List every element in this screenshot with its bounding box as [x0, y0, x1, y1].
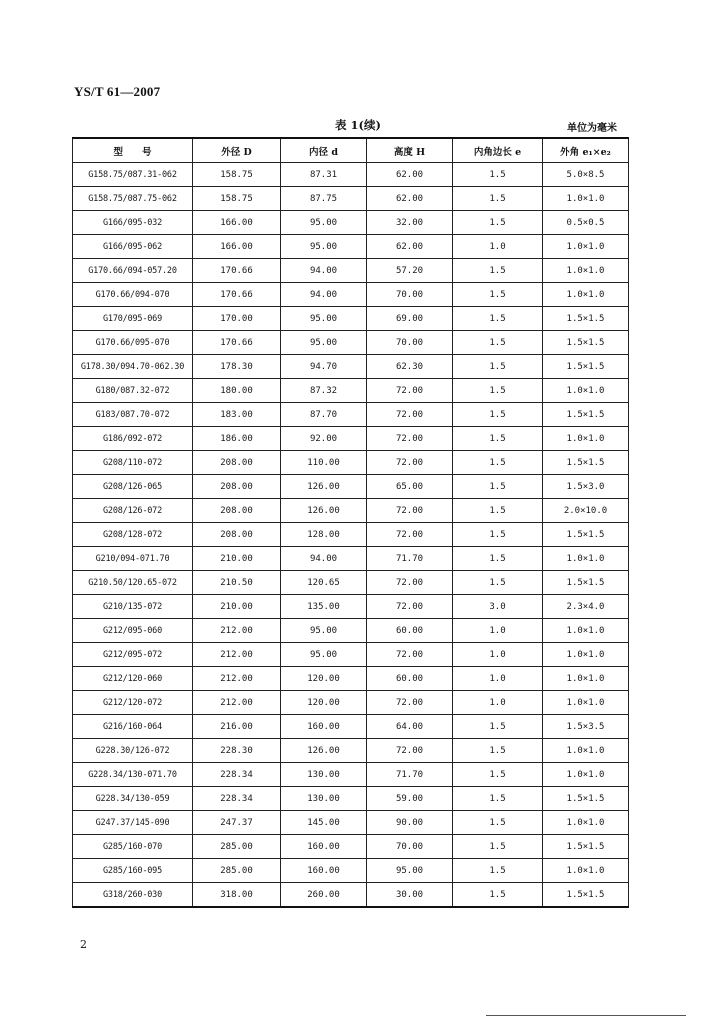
- cell-inner-diameter: 95.00: [281, 643, 367, 667]
- cell-outer-corner: 1.5×1.5: [543, 451, 629, 475]
- cell-outer-corner: 1.0×1.0: [543, 691, 629, 715]
- cell-inner-edge: 1.0: [453, 691, 543, 715]
- cell-model: G210/135-072: [73, 595, 193, 619]
- cell-model: G158.75/087.31-062: [73, 163, 193, 187]
- cell-model: G212/120-060: [73, 667, 193, 691]
- column-header-inner-diameter: 内径 d: [281, 138, 367, 163]
- cell-model: G216/160-064: [73, 715, 193, 739]
- cell-outer-diameter: 170.66: [193, 283, 281, 307]
- cell-height: 72.00: [367, 523, 453, 547]
- cell-outer-diameter: 210.50: [193, 571, 281, 595]
- cell-inner-edge: 1.5: [453, 259, 543, 283]
- cell-outer-diameter: 208.00: [193, 523, 281, 547]
- cell-inner-edge: 1.5: [453, 715, 543, 739]
- cell-inner-diameter: 120.00: [281, 667, 367, 691]
- cell-outer-corner: 1.5×1.5: [543, 571, 629, 595]
- table-row: [73, 883, 629, 908]
- table-body: [73, 163, 629, 908]
- table-row: [73, 355, 629, 379]
- cell-model: G170.66/094-057.20: [73, 259, 193, 283]
- cell-inner-diameter: 92.00: [281, 427, 367, 451]
- cell-model: G170.66/094-070: [73, 283, 193, 307]
- cell-model: G166/095-062: [73, 235, 193, 259]
- cell-outer-corner: 1.0×1.0: [543, 259, 629, 283]
- cell-inner-diameter: 94.00: [281, 283, 367, 307]
- cell-outer-diameter: 170.66: [193, 259, 281, 283]
- cell-outer-diameter: 212.00: [193, 643, 281, 667]
- cell-inner-diameter: 130.00: [281, 787, 367, 811]
- cell-inner-edge: 1.5: [453, 523, 543, 547]
- cell-model: G228.30/126-072: [73, 739, 193, 763]
- table-row: [73, 571, 629, 595]
- cell-model: G210.50/120.65-072: [73, 571, 193, 595]
- table-row: [73, 307, 629, 331]
- cell-height: 90.00: [367, 811, 453, 835]
- cell-height: 71.70: [367, 547, 453, 571]
- cell-model: G212/095-072: [73, 643, 193, 667]
- table-row: [73, 475, 629, 499]
- cell-inner-diameter: 94.00: [281, 547, 367, 571]
- cell-outer-diameter: 210.00: [193, 595, 281, 619]
- cell-model: G170/095-069: [73, 307, 193, 331]
- cell-height: 72.00: [367, 691, 453, 715]
- standard-code: YS/T 61—2007: [74, 84, 161, 99]
- cell-height: 72.00: [367, 451, 453, 475]
- cell-outer-corner: 1.0×1.0: [543, 811, 629, 835]
- cell-model: G208/110-072: [73, 451, 193, 475]
- cell-inner-edge: 1.5: [453, 763, 543, 787]
- cell-inner-diameter: 95.00: [281, 331, 367, 355]
- cell-inner-edge: 1.5: [453, 283, 543, 307]
- cell-outer-corner: 1.0×1.0: [543, 739, 629, 763]
- table-row: [73, 187, 629, 211]
- cell-height: 70.00: [367, 835, 453, 859]
- cell-inner-edge: 1.5: [453, 307, 543, 331]
- cell-outer-diameter: 170.66: [193, 331, 281, 355]
- cell-outer-diameter: 247.37: [193, 811, 281, 835]
- cell-inner-diameter: 110.00: [281, 451, 367, 475]
- cell-outer-corner: 1.0×1.0: [543, 187, 629, 211]
- column-header-outer-diameter: 外径 D: [193, 138, 281, 163]
- column-header-inner-edge: 内角边长 e: [453, 138, 543, 163]
- table-row: [73, 811, 629, 835]
- cell-inner-edge: 1.5: [453, 547, 543, 571]
- column-header-height: 高度 H: [367, 138, 453, 163]
- cell-inner-edge: 1.5: [453, 403, 543, 427]
- cell-outer-corner: 0.5×0.5: [543, 211, 629, 235]
- cell-outer-diameter: 212.00: [193, 619, 281, 643]
- cell-height: 72.00: [367, 739, 453, 763]
- cell-height: 62.00: [367, 235, 453, 259]
- cell-inner-diameter: 87.75: [281, 187, 367, 211]
- cell-outer-diameter: 180.00: [193, 379, 281, 403]
- cell-model: G186/092-072: [73, 427, 193, 451]
- cell-height: 72.00: [367, 643, 453, 667]
- cell-inner-diameter: 130.00: [281, 763, 367, 787]
- table-title: 表 1(续): [335, 118, 381, 132]
- cell-outer-corner: 1.0×1.0: [543, 763, 629, 787]
- cell-inner-diameter: 160.00: [281, 835, 367, 859]
- cell-outer-diameter: 318.00: [193, 883, 281, 908]
- cell-height: 57.20: [367, 259, 453, 283]
- cell-inner-edge: 1.5: [453, 427, 543, 451]
- cell-model: G208/128-072: [73, 523, 193, 547]
- cell-outer-corner: 1.5×3.5: [543, 715, 629, 739]
- cell-inner-diameter: 95.00: [281, 211, 367, 235]
- cell-outer-corner: 1.0×1.0: [543, 283, 629, 307]
- cell-model: G166/095-032: [73, 211, 193, 235]
- table-row: [73, 379, 629, 403]
- cell-height: 70.00: [367, 283, 453, 307]
- cell-outer-corner: 1.0×1.0: [543, 379, 629, 403]
- table-row: [73, 331, 629, 355]
- cell-outer-diameter: 178.30: [193, 355, 281, 379]
- cell-outer-corner: 1.5×1.5: [543, 307, 629, 331]
- cell-inner-diameter: 94.00: [281, 259, 367, 283]
- cell-outer-corner: 1.5×1.5: [543, 835, 629, 859]
- cell-height: 62.30: [367, 355, 453, 379]
- table-row: [73, 211, 629, 235]
- cell-inner-edge: 1.5: [453, 187, 543, 211]
- cell-model: G228.34/130-059: [73, 787, 193, 811]
- cell-model: G183/087.70-072: [73, 403, 193, 427]
- cell-outer-diameter: 228.34: [193, 763, 281, 787]
- table-row: [73, 427, 629, 451]
- table-row: [73, 547, 629, 571]
- cell-outer-corner: 1.5×1.5: [543, 355, 629, 379]
- cell-outer-diameter: 158.75: [193, 163, 281, 187]
- table-row: [73, 643, 629, 667]
- cell-inner-diameter: 94.70: [281, 355, 367, 379]
- cell-height: 69.00: [367, 307, 453, 331]
- cell-outer-diameter: 170.00: [193, 307, 281, 331]
- cell-model: G212/095-060: [73, 619, 193, 643]
- cell-outer-diameter: 212.00: [193, 667, 281, 691]
- cell-height: 59.00: [367, 787, 453, 811]
- cell-height: 62.00: [367, 187, 453, 211]
- cell-outer-diameter: 166.00: [193, 211, 281, 235]
- cell-inner-edge: 1.5: [453, 355, 543, 379]
- cell-model: G180/087.32-072: [73, 379, 193, 403]
- table-row: [73, 763, 629, 787]
- cell-height: 72.00: [367, 403, 453, 427]
- table-row: [73, 859, 629, 883]
- cell-outer-diameter: 228.34: [193, 787, 281, 811]
- cell-height: 72.00: [367, 571, 453, 595]
- cell-height: 60.00: [367, 619, 453, 643]
- cell-inner-edge: 1.5: [453, 331, 543, 355]
- cell-height: 32.00: [367, 211, 453, 235]
- cell-outer-diameter: 210.00: [193, 547, 281, 571]
- cell-outer-diameter: 158.75: [193, 187, 281, 211]
- cell-inner-edge: 1.5: [453, 499, 543, 523]
- table-row: [73, 163, 629, 187]
- cell-outer-corner: 5.0×8.5: [543, 163, 629, 187]
- cell-inner-edge: 1.5: [453, 835, 543, 859]
- cell-inner-diameter: 160.00: [281, 715, 367, 739]
- cell-height: 64.00: [367, 715, 453, 739]
- cell-inner-diameter: 95.00: [281, 307, 367, 331]
- cell-outer-corner: 2.3×4.0: [543, 595, 629, 619]
- table-row: [73, 403, 629, 427]
- table-row: [73, 787, 629, 811]
- cell-inner-diameter: 160.00: [281, 859, 367, 883]
- cell-outer-corner: 1.0×1.0: [543, 619, 629, 643]
- column-header-outer-corner: 外角 e₁×e₂: [543, 138, 629, 163]
- cell-inner-edge: 1.5: [453, 163, 543, 187]
- cell-inner-diameter: 135.00: [281, 595, 367, 619]
- cell-outer-diameter: 208.00: [193, 451, 281, 475]
- cell-model: G210/094-071.70: [73, 547, 193, 571]
- table-row: [73, 523, 629, 547]
- cell-height: 70.00: [367, 331, 453, 355]
- cell-height: 62.00: [367, 163, 453, 187]
- table-row: [73, 691, 629, 715]
- cell-outer-diameter: 208.00: [193, 499, 281, 523]
- cell-inner-edge: 1.5: [453, 475, 543, 499]
- spec-table: [72, 137, 629, 908]
- cell-outer-corner: 1.5×3.0: [543, 475, 629, 499]
- cell-outer-corner: 2.0×10.0: [543, 499, 629, 523]
- cell-outer-corner: 1.5×1.5: [543, 403, 629, 427]
- cell-model: G318/260-030: [73, 883, 193, 908]
- cell-height: 65.00: [367, 475, 453, 499]
- cell-inner-diameter: 87.70: [281, 403, 367, 427]
- cell-inner-diameter: 95.00: [281, 619, 367, 643]
- cell-inner-diameter: 260.00: [281, 883, 367, 908]
- cell-outer-diameter: 212.00: [193, 691, 281, 715]
- cell-outer-diameter: 228.30: [193, 739, 281, 763]
- cell-outer-diameter: 166.00: [193, 235, 281, 259]
- cell-outer-diameter: 216.00: [193, 715, 281, 739]
- cell-outer-corner: 1.0×1.0: [543, 859, 629, 883]
- cell-inner-edge: 1.5: [453, 883, 543, 908]
- cell-inner-edge: 1.0: [453, 667, 543, 691]
- cell-inner-diameter: 128.00: [281, 523, 367, 547]
- cell-outer-corner: 1.5×1.5: [543, 883, 629, 908]
- cell-height: 30.00: [367, 883, 453, 908]
- cell-model: G228.34/130-071.70: [73, 763, 193, 787]
- cell-inner-edge: 1.0: [453, 619, 543, 643]
- cell-height: 71.70: [367, 763, 453, 787]
- cell-outer-diameter: 186.00: [193, 427, 281, 451]
- cell-outer-corner: 1.0×1.0: [543, 427, 629, 451]
- cell-height: 60.00: [367, 667, 453, 691]
- table-row: [73, 283, 629, 307]
- cell-inner-diameter: 120.65: [281, 571, 367, 595]
- cell-outer-corner: 1.5×1.5: [543, 331, 629, 355]
- cell-inner-edge: 1.5: [453, 739, 543, 763]
- cell-inner-edge: 1.5: [453, 811, 543, 835]
- cell-outer-corner: 1.0×1.0: [543, 547, 629, 571]
- cell-inner-edge: 1.5: [453, 451, 543, 475]
- cell-outer-corner: 1.0×1.0: [543, 235, 629, 259]
- cell-height: 72.00: [367, 595, 453, 619]
- cell-inner-diameter: 126.00: [281, 739, 367, 763]
- cell-inner-diameter: 95.00: [281, 235, 367, 259]
- cell-inner-edge: 1.0: [453, 235, 543, 259]
- cell-model: G247.37/145-090: [73, 811, 193, 835]
- table-row: [73, 739, 629, 763]
- cell-outer-corner: 1.0×1.0: [543, 667, 629, 691]
- cell-outer-corner: 1.5×1.5: [543, 523, 629, 547]
- cell-height: 72.00: [367, 379, 453, 403]
- cell-outer-diameter: 285.00: [193, 835, 281, 859]
- table-row: [73, 715, 629, 739]
- cell-inner-edge: 1.0: [453, 643, 543, 667]
- unit-note: 单位为毫米: [567, 123, 617, 134]
- cell-height: 72.00: [367, 499, 453, 523]
- cell-inner-diameter: 126.00: [281, 499, 367, 523]
- cell-inner-edge: 3.0: [453, 595, 543, 619]
- cell-model: G158.75/087.75-062: [73, 187, 193, 211]
- table-row: [73, 667, 629, 691]
- cell-model: G285/160-070: [73, 835, 193, 859]
- cell-model: G178.30/094.70-062.30: [73, 355, 193, 379]
- table-row: [73, 595, 629, 619]
- cell-height: 95.00: [367, 859, 453, 883]
- cell-model: G208/126-065: [73, 475, 193, 499]
- cell-outer-diameter: 285.00: [193, 859, 281, 883]
- cell-inner-edge: 1.5: [453, 571, 543, 595]
- table-row: [73, 499, 629, 523]
- table-header-row: [73, 138, 629, 163]
- cell-inner-diameter: 87.32: [281, 379, 367, 403]
- cell-inner-diameter: 126.00: [281, 475, 367, 499]
- cell-inner-edge: 1.5: [453, 379, 543, 403]
- cell-outer-corner: 1.0×1.0: [543, 643, 629, 667]
- cell-inner-edge: 1.5: [453, 787, 543, 811]
- cell-outer-diameter: 208.00: [193, 475, 281, 499]
- cell-outer-corner: 1.5×1.5: [543, 787, 629, 811]
- table-row: [73, 235, 629, 259]
- cell-inner-edge: 1.5: [453, 859, 543, 883]
- cell-model: G212/120-072: [73, 691, 193, 715]
- cell-model: G208/126-072: [73, 499, 193, 523]
- table-row: [73, 451, 629, 475]
- cell-model: G170.66/095-070: [73, 331, 193, 355]
- cell-outer-diameter: 183.00: [193, 403, 281, 427]
- cell-inner-diameter: 145.00: [281, 811, 367, 835]
- cell-inner-diameter: 120.00: [281, 691, 367, 715]
- page-number: 2: [80, 938, 87, 951]
- table-row: [73, 835, 629, 859]
- scan-artifact-line: [486, 1015, 686, 1016]
- table-row: [73, 259, 629, 283]
- cell-inner-edge: 1.5: [453, 211, 543, 235]
- cell-height: 72.00: [367, 427, 453, 451]
- cell-model: G285/160-095: [73, 859, 193, 883]
- table-row: [73, 619, 629, 643]
- cell-inner-diameter: 87.31: [281, 163, 367, 187]
- column-header-model: 型 号: [73, 138, 193, 163]
